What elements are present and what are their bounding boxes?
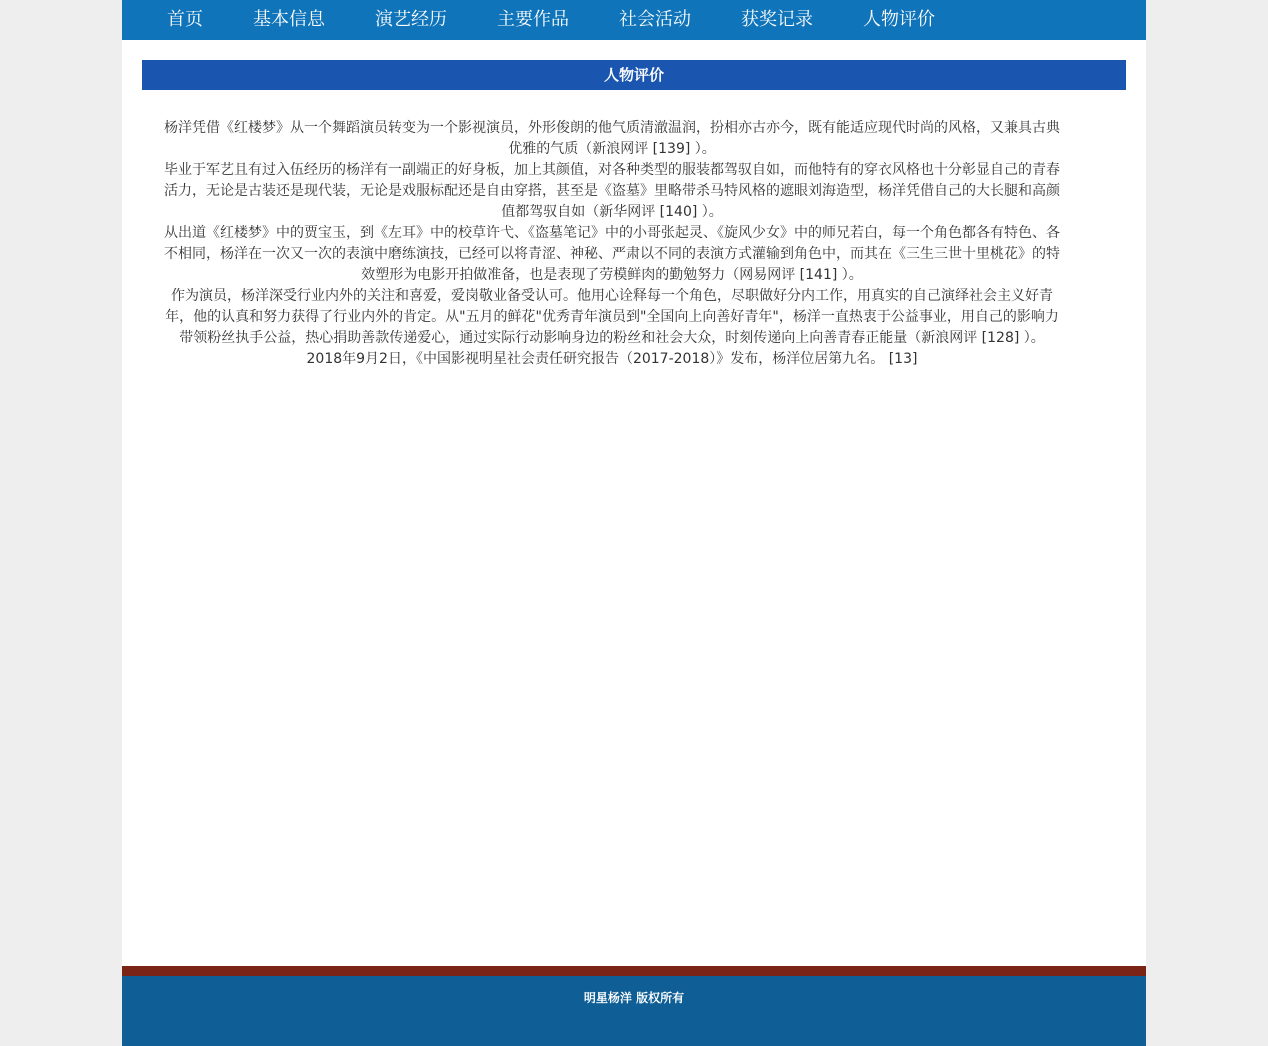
nav-item-evaluation[interactable]: 人物评价 [863,9,935,30]
nav-item-awards[interactable]: 获奖记录 [741,9,813,30]
footer [122,976,1146,1046]
nav-item-home[interactable]: 首页 [167,9,203,30]
evaluation-paragraph: 作为演员，杨洋深受行业内外的关注和喜爱，爱岗敬业备受认可。他用心诠释每一个角色，尽职做好分内工作，用真实的自己演绎社会主义好青年，他的认真和努力获得了行业内外的肯定。从"五月的鲜花"优秀青年演员到"全国向上向善好青年"，杨洋一直热衷于公益事业，用自己的影响力带领粉丝执手公益，热心捐助善款传递爱心，通过实际行动影响身边的粉丝和社会大众，时刻传递向上向善青春正能量（新浪网评 [128] ）。 [165,288,1059,346]
footer-stripe [122,966,1146,976]
nav-item-basic-info[interactable]: 基本信息 [253,9,325,30]
section-title: 人物评价 [142,60,1126,90]
page-container [122,0,1146,1046]
evaluation-paragraph: 从出道《红楼梦》中的贾宝玉，到《左耳》中的校草许弋、《盗墓笔记》中的小哥张起灵、《旋风少女》中的师兄若白，每一个角色都各有特色、各不相同，杨洋在一次又一次的表演中磨练演技，已经可以将青涩、神秘、严肃以不同的表演方式灌输到角色中，而其在《三生三世十里桃花》的特效塑形为电影开拍做准备，也是表现了劳模鲜肉的勤勉努力（网易网评 [141] ）。 [164,225,1060,283]
top-nav [122,0,1146,40]
evaluation-content [164,118,1060,370]
copyright-text: 明星杨洋 版权所有 [583,991,685,1005]
nav-item-career[interactable]: 演艺经历 [375,9,447,30]
evaluation-paragraph: 杨洋凭借《红楼梦》从一个舞蹈演员转变为一个影视演员，外形俊朗的他气质清澈温润，扮相亦古亦今，既有能适应现代时尚的风格，又兼具古典优雅的气质（新浪网评 [139] ）。 [164,120,1060,157]
evaluation-paragraph: 毕业于军艺且有过入伍经历的杨洋有一副端正的好身板，加上其颜值，对各种类型的服装都驾驭自如，而他特有的穿衣风格也十分彰显自己的青春活力，无论是古装还是现代装，无论是戏服标配还是自由穿搭，甚至是《盗墓》里略带杀马特风格的遮眼刘海造型，杨洋凭借自己的大长腿和高颜值都驾驭自如（新华网评 [140] ）。 [164,162,1060,220]
nav-item-works[interactable]: 主要作品 [497,9,569,30]
nav-item-social-activities[interactable]: 社会活动 [619,9,691,30]
evaluation-paragraph: 2018年9月2日，《中国影视明星社会责任研究报告（2017-2018）》发布，杨洋位居第九名。 [13] [306,351,918,367]
